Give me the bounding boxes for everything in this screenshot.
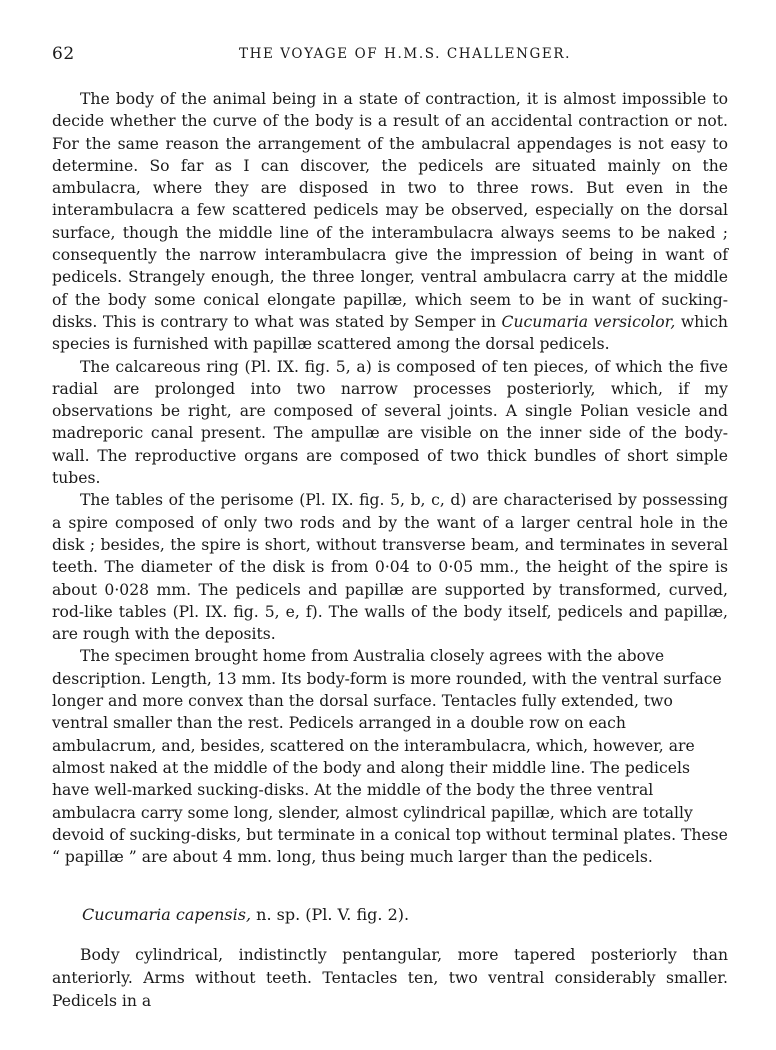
species-reference-italic: Cucumaria versicolor, [501,312,676,331]
paragraph-australia-specimen: The specimen brought home from Australia closely agrees with the above description. Length, 13 mm. Its body-form is more rounded, with the ventral surface longer and more convex than the dorsal surface. Tentacles fully extended, two ventral smaller than the rest. Pedicels arranged in a double row on each ambulacrum, and, besides, scattered on the interambulacra, which, however, are almost naked at the middle of the body and along their middle line. The pedicels have well-marked sucking-disks. At the middle of the body the three ventral ambulacra carry some long, slender, almost cylindrical papillæ, which are totally devoid of sucking-disks, but terminate in a conical top without terminal plates. These “ papillæ ” are about 4 mm. long, thus being much larger than the pedicels. [52,647,728,867]
paragraph-perisome-tables: The tables of the perisome (Pl. IX. fig. 5, b, c, d) are characterised by possessing a spire composed of only two rods and by the want of a larger central hole in the disk ; besides, the spire is short, without transverse beam, and terminates in several teeth. The diameter of the disk is from 0·04 to 0·05 mm., the height of the spire is about 0·028 mm. The pedicels and papillæ are supported by transformed, curved, rod-like tables (Pl. IX. fig. 5, e, f). The walls of the body itself, pedicels and papillæ, are rough with the deposits. [52,491,728,644]
running-title: THE VOYAGE OF H.M.S. CHALLENGER. [238,46,572,62]
species-heading-name: Cucumaria capensis, [82,905,252,924]
paragraph-contraction-tail: which species is furnished with papillæ scattered among the dorsal pedicels. [52,312,728,354]
paragraph-contraction [52,88,728,356]
paragraph-calcareous-ring: The calcareous ring (Pl. IX. fig. 5, a) is composed of ten pieces, of which the five radial are prolonged into two narrow processes posteriorly, which, if my observations be right, are composed of several joints. A single Polian vesicle and madreporic canal present. The ampullæ are visible on the inner side of the body-wall. The reproductive organs are composed of two thick bundles of short simple tubes. [52,357,728,488]
species-heading-note: n. sp. (Pl. V. fig. 2). [251,905,410,924]
species-heading [82,905,409,924]
body-text [52,88,728,868]
species-description: Body cylindrical, indistinctly pentangular, more tapered posteriorly than anteriorly. Arms without teeth. Tentacles ten, two ventral considerably smaller. Pedicels in a [52,946,728,1010]
running-head [52,44,728,66]
paragraph-contraction-text: The body of the animal being in a state of contraction, it is almost impossible to decide whether the curve of the body is a result of an accidental contraction or not. For the same reason the arrangement of the ambulacral appendages is not easy to determine. So far as I can discover, the pedicels are situated mainly on the ambulacra, where they are disposed in two to three rows. But even in the interambulacra a few scattered pedicels may be observed, especially on the dorsal surface, though the middle line of the interambulacra always seems to be naked ; consequently the narrow interambulacra give the impression of being in want of pedicels. Strangely enough, the three longer, ventral ambulacra carry at the middle of the body some conical elongate papillæ, which seem to be in want of sucking-disks. This is contrary to what was stated by Semper in [52,90,728,331]
page-number: 62 [52,44,75,64]
